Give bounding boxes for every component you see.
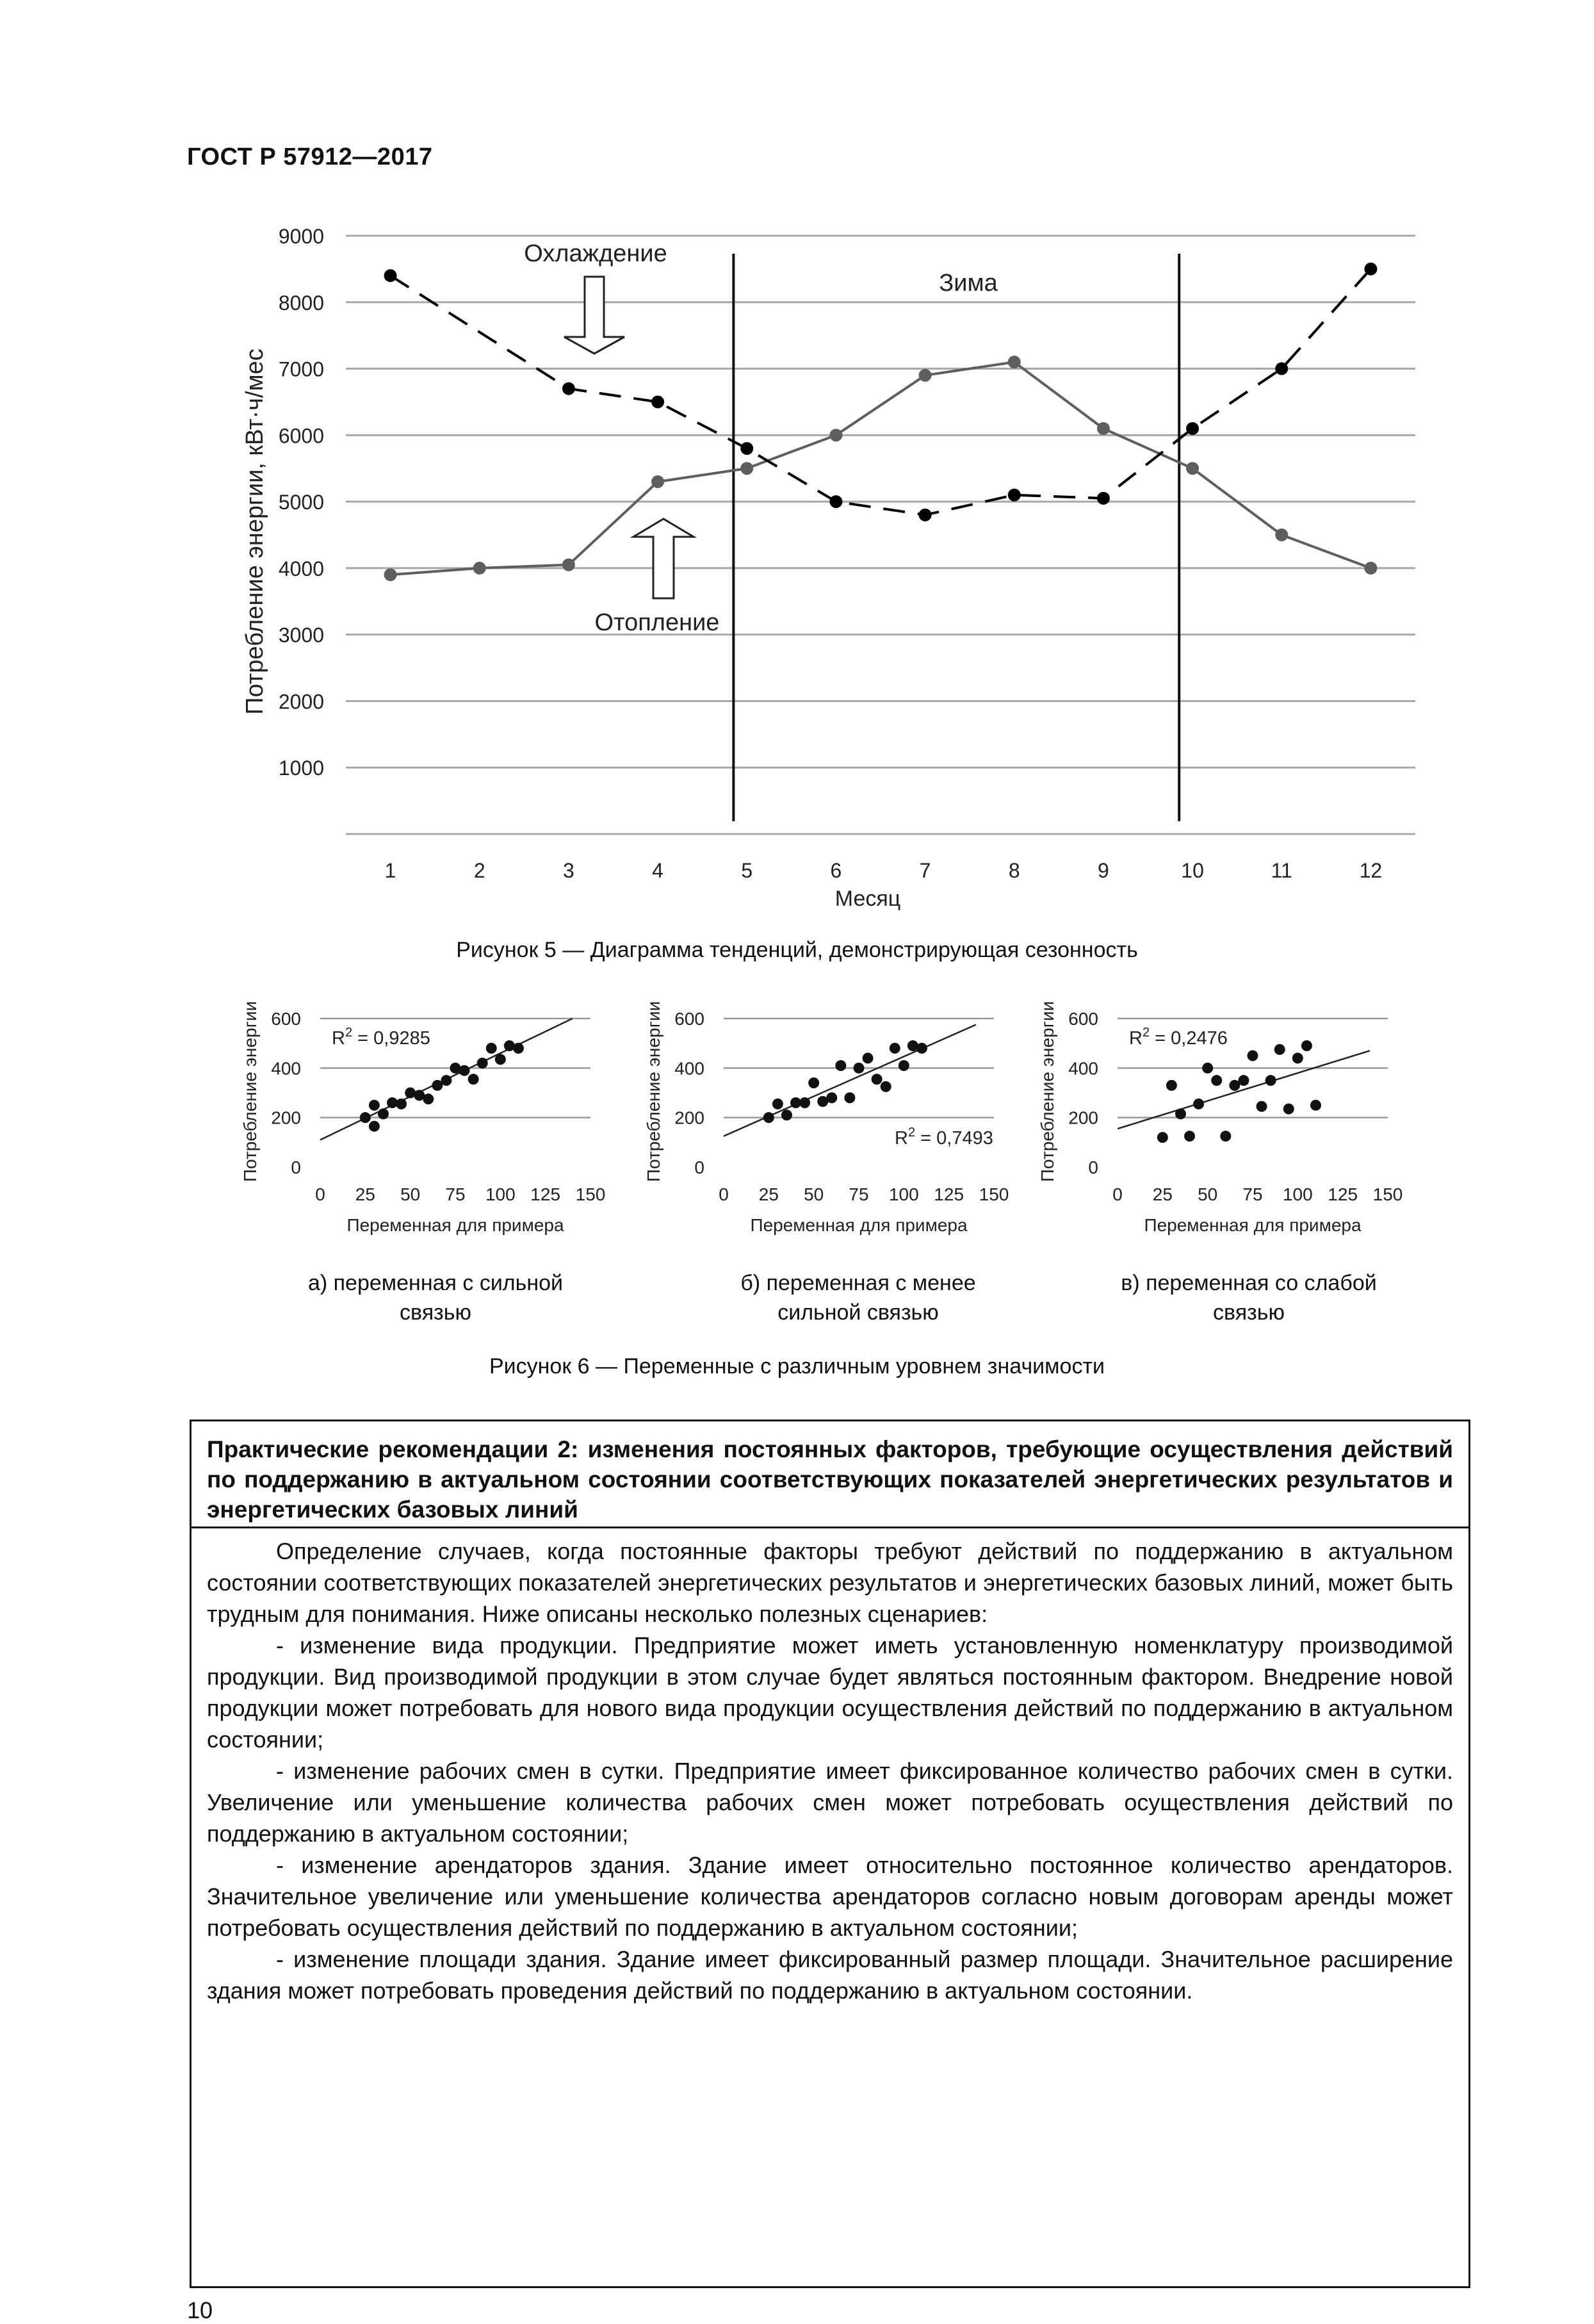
scatter-point	[772, 1099, 783, 1109]
subcaption-c	[1069, 1268, 1428, 1327]
y-tick-label: 9000	[278, 225, 324, 248]
page-number: 10	[187, 2297, 213, 2323]
heating-data-point	[1097, 422, 1110, 435]
subcaption-b-line2: сильной связью	[777, 1300, 939, 1325]
recommendation-paragraph: Определение случаев, когда постоянные факторы требуют действий по поддержанию в актуальном состоянии соответствующих показателей энергетических результатов и энергетических базовых линий, может быть трудным для понимания. Ниже описаны несколько полезных сценариев:	[207, 1538, 1453, 1627]
heating-data-point	[384, 568, 397, 581]
down-arrow-icon	[564, 277, 624, 354]
x-tick-label: 25	[1152, 1184, 1173, 1204]
r-squared-label: $R^2 = 0,7493$	[895, 1125, 993, 1149]
scatter-point	[1175, 1108, 1186, 1119]
scatter-point	[881, 1081, 891, 1092]
scatter-panel-a	[240, 1001, 605, 1235]
scatter-point	[1310, 1100, 1321, 1111]
x-tick-label: 6	[830, 859, 842, 882]
x-tick-labels	[385, 859, 1383, 882]
cooling-data-point	[562, 382, 575, 395]
scatter-point	[495, 1054, 506, 1065]
x-tick-label: 100	[1282, 1184, 1313, 1204]
x-tick-label: 100	[485, 1184, 516, 1204]
y-tick-label: 200	[1068, 1108, 1098, 1128]
subcaption-a-line1: а) переменная с сильной	[307, 1271, 564, 1295]
y-tick-labels	[279, 225, 324, 780]
y-tick-label: 6000	[278, 424, 324, 448]
cooling-data-point	[1097, 492, 1110, 505]
y-tick-label: 600	[271, 1009, 301, 1029]
x-tick-label: 75	[445, 1184, 466, 1204]
y-tick-label: 400	[1068, 1058, 1098, 1079]
cooling-data-point	[919, 509, 932, 521]
scatter-panel-c	[1037, 1001, 1403, 1235]
heating-data-point	[473, 562, 486, 575]
scatter-point	[763, 1112, 774, 1123]
up-arrow-icon	[633, 519, 694, 598]
cooling-series-line	[391, 269, 1371, 515]
scatter-point	[441, 1075, 451, 1086]
recommendation-paragraph: - изменение площади здания. Здание имеет фиксированный размер площади. Значительное расширение здания может потребовать проведения действий по поддержанию в актуальном состоянии.	[207, 1946, 1453, 2004]
heating-data-point	[1008, 356, 1021, 368]
y-tick-label: 8000	[278, 291, 324, 315]
y-tick-label: 400	[271, 1058, 301, 1079]
practical-recommendation-box	[190, 1420, 1470, 2288]
x-tick-label: 3	[563, 859, 574, 882]
y-tick-label: 7000	[278, 357, 324, 381]
recommendation-body	[191, 1532, 1468, 2006]
x-tick-label: 0	[1112, 1184, 1123, 1204]
scatter-point	[513, 1043, 524, 1054]
y-axis-label: Потребление энергии, кВт·ч/мес	[241, 348, 268, 715]
cooling-data-point	[1186, 422, 1199, 435]
winter-annotation: Зима	[939, 270, 998, 297]
x-tick-label: 50	[1198, 1184, 1218, 1204]
document-code-header: ГОСТ Р 57912—2017	[187, 143, 433, 170]
scatter-point	[799, 1097, 810, 1108]
heating-data-point	[1275, 528, 1288, 541]
scatter-point	[1283, 1104, 1294, 1115]
x-tick-label: 25	[758, 1184, 779, 1204]
subcaption-b-line1: б) переменная с менее	[740, 1271, 976, 1295]
x-tick-label: 8	[1008, 859, 1020, 882]
scatter-point	[1274, 1044, 1285, 1055]
x-axis-label: Переменная для примера	[1144, 1215, 1362, 1235]
scatter-point	[396, 1099, 407, 1109]
y-tick-label: 5000	[278, 491, 324, 514]
heating-data-point	[1186, 462, 1199, 475]
heating-series-line	[391, 362, 1371, 575]
y-tick-label: 0	[1088, 1158, 1098, 1177]
heating-data-point	[651, 475, 664, 488]
cooling-data-point	[384, 269, 397, 282]
subcaption-c-line1: в) переменная со слабой	[1121, 1271, 1377, 1295]
x-axis-label: Переменная для примера	[346, 1215, 564, 1235]
scatter-point	[844, 1092, 855, 1103]
cooling-data-point	[1364, 263, 1377, 275]
cooling-data-point	[829, 495, 842, 508]
y-tick-label: 3000	[278, 623, 324, 647]
y-gridlines	[346, 236, 1415, 834]
x-tick-label: 0	[719, 1184, 729, 1204]
x-tick-label: 125	[934, 1184, 964, 1204]
x-tick-label: 125	[530, 1184, 561, 1204]
heating-data-point	[829, 429, 842, 441]
scatter-point	[1292, 1052, 1303, 1063]
y-tick-label: 600	[674, 1009, 704, 1029]
scatter-point	[459, 1065, 470, 1076]
x-tick-label: 0	[315, 1184, 325, 1204]
cooling-data-point	[1275, 363, 1288, 375]
x-tick-label: 1	[384, 859, 396, 882]
seasonality-trend-chart	[0, 0, 1594, 935]
heating-data-point	[740, 462, 753, 475]
y-tick-label: 2000	[278, 690, 324, 714]
y-tick-label: 200	[271, 1108, 301, 1128]
scatter-panel-b	[644, 1001, 1009, 1235]
y-tick-label: 1000	[278, 757, 324, 780]
x-tick-label: 50	[804, 1184, 824, 1204]
scatter-point	[1166, 1080, 1177, 1091]
scatter-point	[899, 1060, 909, 1071]
subcaption-b	[679, 1268, 1037, 1327]
heating-data-point	[919, 369, 932, 382]
x-tick-label: 4	[652, 859, 663, 882]
heating-data-point	[1364, 562, 1377, 575]
scatter-point	[1301, 1040, 1312, 1051]
scatter-point	[369, 1121, 380, 1132]
scatter-point	[1193, 1099, 1204, 1109]
scatter-point	[1211, 1075, 1222, 1086]
scatter-point	[369, 1100, 380, 1111]
scatter-point	[863, 1052, 874, 1063]
y-axis-label: Потребление энергии	[644, 1001, 663, 1182]
recommendation-paragraph: - изменение рабочих смен в сутки. Предприятие имеет фиксированное количество рабочих смен в сутки. Увеличение или уменьшение количества рабочих смен может потребовать осуществления действий по поддержанию в актуальном состоянии;	[207, 1758, 1453, 1847]
heating-annotation: Отопление	[594, 609, 720, 636]
scatter-point	[378, 1108, 389, 1119]
y-tick-label: 600	[1068, 1009, 1098, 1029]
cooling-data-point	[740, 442, 753, 455]
x-tick-label: 100	[888, 1184, 919, 1204]
y-tick-label: 0	[291, 1158, 301, 1177]
scatter-point	[1202, 1063, 1213, 1074]
scatter-point	[486, 1043, 497, 1054]
scatter-point	[1265, 1075, 1276, 1086]
x-tick-label: 5	[741, 859, 753, 882]
scatter-point	[1238, 1075, 1249, 1086]
x-tick-label: 7	[919, 859, 931, 882]
scatter-point	[477, 1058, 488, 1068]
x-tick-label: 150	[575, 1184, 606, 1204]
r-squared-label: $R^2 = 0,2476$	[1129, 1026, 1228, 1049]
figure-5-caption: Рисунок 5 — Диаграмма тенденций, демонстрирующая сезонность	[456, 938, 1138, 962]
x-tick-label: 2	[473, 859, 485, 882]
r-squared-label: $R^2 = 0,9285$	[332, 1026, 430, 1049]
y-axis-label: Потребление энергии	[240, 1001, 260, 1182]
scatter-plots-figure	[0, 986, 1594, 1268]
recommendation-title: Практические рекомендации 2: изменения постоянных факторов, требующие осуществления действий по поддержанию в актуальном состоянии соответствующих показателей энергетических результатов и энергетических базовых линий	[191, 1421, 1468, 1528]
y-tick-label: 0	[694, 1158, 704, 1177]
y-axis-label: Потребление энергии	[1037, 1001, 1057, 1182]
scatter-point	[1157, 1132, 1168, 1143]
x-tick-label: 75	[1242, 1184, 1263, 1204]
y-tick-label: 4000	[278, 557, 324, 580]
subcaption-a	[256, 1268, 615, 1327]
scatter-point	[1220, 1131, 1231, 1142]
trend-line	[724, 1025, 976, 1136]
recommendation-paragraph: - изменение вида продукции. Предприятие может иметь установленную номенклатуру производимой продукции. Вид производимой продукции в этом случае будет являться постоянным фактором. Внедрение новой продукции может потребовать для нового вида продукции осуществления действий по поддержанию в актуальном состоянии;	[207, 1632, 1453, 1753]
x-tick-label: 25	[355, 1184, 375, 1204]
winter-bounds	[733, 254, 1179, 821]
figure-6-caption: Рисунок 6 — Переменные с различным уровнем значимости	[489, 1354, 1105, 1379]
scatter-point	[1256, 1101, 1267, 1112]
data-series	[384, 263, 1378, 581]
scatter-point	[872, 1074, 882, 1084]
y-tick-label: 200	[674, 1108, 704, 1128]
cooling-annotation: Охлаждение	[524, 240, 667, 267]
x-axis-label: Переменная для примера	[750, 1215, 968, 1235]
recommendation-paragraph: - изменение арендаторов здания. Здание имеет относительно постоянное количество арендаторов. Значительное увеличение или уменьшение количества арендаторов согласно новым договорам аренды может потребовать осуществления действий по поддержанию в актуальном состоянии;	[207, 1852, 1453, 1941]
scatter-point	[1184, 1131, 1195, 1142]
x-tick-label: 10	[1181, 859, 1204, 882]
scatter-point	[808, 1077, 819, 1088]
scatter-point	[781, 1109, 792, 1120]
x-tick-label: 12	[1359, 859, 1383, 882]
scatter-point	[916, 1043, 927, 1054]
x-tick-label: 75	[849, 1184, 869, 1204]
scatter-point	[890, 1043, 900, 1054]
scatter-point	[835, 1060, 846, 1071]
x-tick-label: 125	[1328, 1184, 1358, 1204]
scatter-point	[826, 1092, 837, 1103]
subcaption-a-line2: связью	[400, 1300, 471, 1325]
x-tick-label: 150	[979, 1184, 1009, 1204]
scatter-point	[1248, 1051, 1258, 1061]
scatter-point	[468, 1074, 479, 1084]
x-tick-label: 50	[400, 1184, 421, 1204]
scatter-point	[423, 1093, 434, 1104]
x-axis-label: Месяц	[834, 887, 901, 911]
cooling-data-point	[651, 395, 664, 408]
subcaption-c-line2: связью	[1213, 1300, 1285, 1325]
heating-data-point	[562, 559, 575, 571]
x-tick-label: 11	[1271, 859, 1292, 882]
scatter-point	[360, 1112, 371, 1123]
x-tick-label: 150	[1372, 1184, 1403, 1204]
y-tick-label: 400	[674, 1058, 704, 1079]
x-tick-label: 9	[1098, 859, 1109, 882]
cooling-data-point	[1008, 489, 1021, 502]
scatter-point	[854, 1063, 865, 1074]
